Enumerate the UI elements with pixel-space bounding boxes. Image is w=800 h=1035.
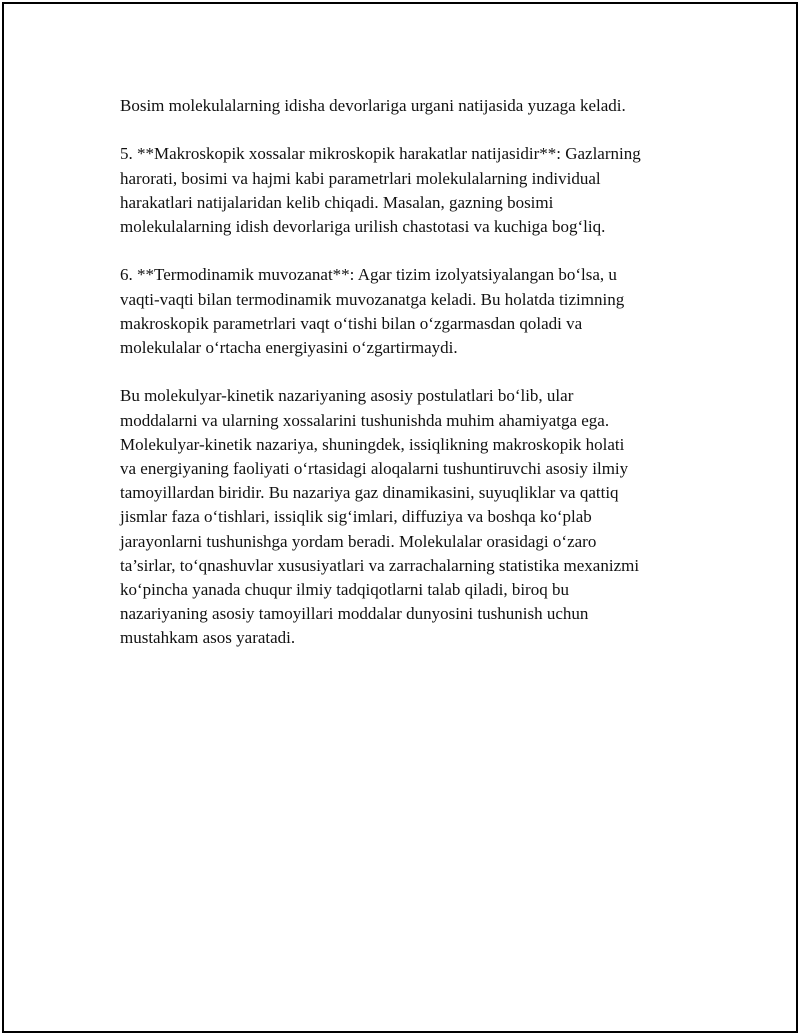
text-line: jarayonlarni tushunishga yordam beradi. Molekulalar orasidagi o‘zaro xyxy=(120,531,597,551)
text-line: va energiyaning faoliyati o‘rtasidagi aloqalarni tushuntiruvchi asosiy ilmiy xyxy=(120,459,629,478)
text-line: ko‘pincha yanada chuqur ilmiy tadqiqotlarni talab qiladi, biroq bu xyxy=(120,580,569,600)
document-body xyxy=(120,94,692,675)
paragraph-point-5 xyxy=(120,142,692,239)
paragraph-conclusion xyxy=(120,384,692,650)
text-line: tamoyillardan biridir. Bu nazariya gaz dinamikasini, suyuqliklar va qattiq xyxy=(120,483,619,503)
text-line: moddalarni va ularning xossalarini tushunishda muhim ahamiyatga ega. xyxy=(120,410,610,430)
paragraph-point-6 xyxy=(120,263,692,360)
text-line: molekulalar o‘rtacha energiyasini o‘zgartirmaydi. xyxy=(120,338,458,357)
text-line: Molekulyar-kinetik nazariya, shuningdek, issiqlikning makroskopik holati xyxy=(120,434,625,454)
text-line: ta’sirlar, to‘qnashuvlar xususiyatlari va zarrachalarning statistika mexanizmi xyxy=(120,555,640,575)
text-line: 5. **Makroskopik xossalar mikroskopik harakatlar natijasidir**: Gazlarning xyxy=(120,144,641,164)
document-page xyxy=(2,2,798,1033)
paragraph-intro xyxy=(120,94,692,118)
text-line: mustahkam asos yaratadi. xyxy=(120,628,296,648)
text-line: Bosim molekulalarning idisha devorlariga urgani natijasida yuzaga keladi. xyxy=(120,96,626,115)
text-line: harorati, bosimi va hajmi kabi parametrlari molekulalarning individual xyxy=(120,168,601,188)
text-line: harakatlari natijalaridan kelib chiqadi. Masalan, gazning bosimi xyxy=(120,192,554,212)
text-line: makroskopik parametrlari vaqt o‘tishi bilan o‘zgarmasdan qoladi va xyxy=(120,313,583,333)
text-line: molekulalarning idish devorlariga urilish chastotasi va kuchiga bog‘liq. xyxy=(120,217,606,236)
text-line: vaqti-vaqti bilan termodinamik muvozanatga keladi. Bu holatda tizimning xyxy=(120,289,625,309)
text-line: 6. **Termodinamik muvozanat**: Agar tizim izolyatsiyalangan bo‘lsa, u xyxy=(120,265,617,285)
text-line: Bu molekulyar-kinetik nazariyaning asosiy postulatlari bo‘lib, ular xyxy=(120,386,574,406)
text-line: jismlar faza o‘tishlari, issiqlik sig‘imlari, diffuziya va boshqa ko‘plab xyxy=(120,507,592,527)
text-line: nazariyaning asosiy tamoyillari moddalar dunyosini tushunish uchun xyxy=(120,604,589,624)
